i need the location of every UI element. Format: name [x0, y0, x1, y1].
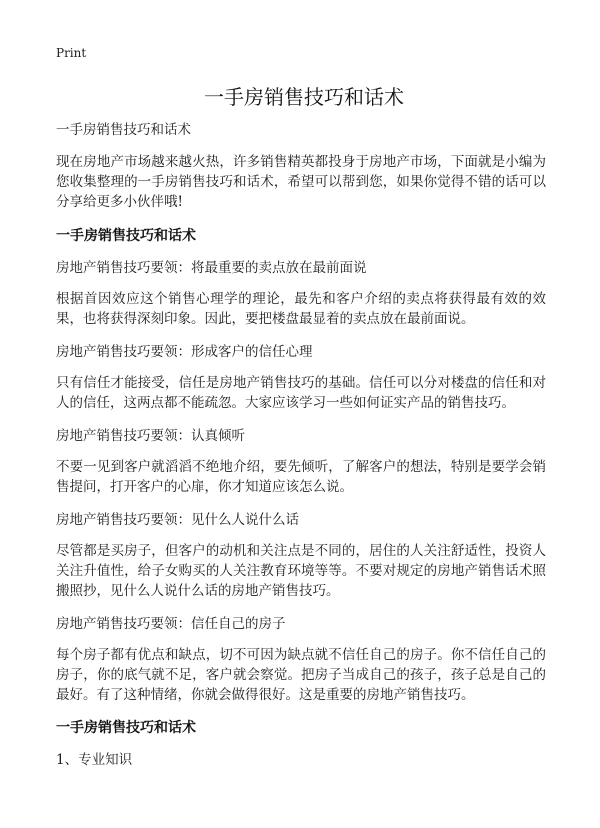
list-item: 1、专业知识 — [56, 752, 133, 768]
tip-label: 房地产销售技巧要领：信任自己的房子 — [56, 616, 286, 632]
tip-body: 不要一见到客户就滔滔不绝地介绍，要先倾听，了解客户的想法，特别是要学会销售提问，打开客户的心扉，你才知道应该怎么说。 — [56, 459, 546, 495]
tip-label: 房地产销售技巧要领：认真倾听 — [56, 428, 245, 444]
print-link[interactable]: Print — [56, 46, 87, 60]
document-subtitle: 一手房销售技巧和话术 — [56, 122, 191, 138]
tip-label: 房地产销售技巧要领：将最重要的卖点放在最前面说 — [56, 260, 367, 276]
tip-body: 根据首因效应这个销售心理学的理论，最先和客户介绍的卖点将获得最有效的效果，也将获得深刻印象。因此，要把楼盘最显着的卖点放在最前面说。 — [56, 291, 546, 327]
document-body — [56, 120, 546, 770]
intro-paragraph: 现在房地产市场越来越火热，许多销售精英都投身于房地产市场，下面就是小编为您收集整理的一手房销售技巧和话术，希望可以帮到您，如果你觉得不错的话可以分享给更多小伙伴哦! — [56, 154, 546, 210]
tip-label: 房地产销售技巧要领：形成客户的信任心理 — [56, 344, 313, 360]
tip-body: 每个房子都有优点和缺点，切不可因为缺点就不信任自己的房子。你不信任自己的房子，你的底气就不足，客户就会察觉。把房子当成自己的孩子，孩子总是自己的最好。有了这种情绪，你就会做得很好。这是重要的房地产销售技巧。 — [56, 647, 546, 703]
tip-label: 房地产销售技巧要领：见什么人说什么话 — [56, 512, 299, 528]
document-title: 一手房销售技巧和话术 — [204, 85, 404, 109]
section-heading: 一手房销售技巧和话术 — [56, 720, 196, 736]
section-heading: 一手房销售技巧和话术 — [56, 228, 196, 244]
tip-body: 尽管都是买房子，但客户的动机和关注点是不同的，居住的人关注舒适性，投资人关注升值性，给子女购买的人关注教育环境等等。不要对规定的房地产销售话术照搬照抄，见什么人说什么话的房地产销售技巧。 — [56, 543, 546, 599]
tip-body: 只有信任才能接受，信任是房地产销售技巧的基础。信任可以分对楼盘的信任和对人的信任，这两点都不能疏忽。大家应该学习一些如何证实产品的销售技巧。 — [56, 375, 546, 411]
